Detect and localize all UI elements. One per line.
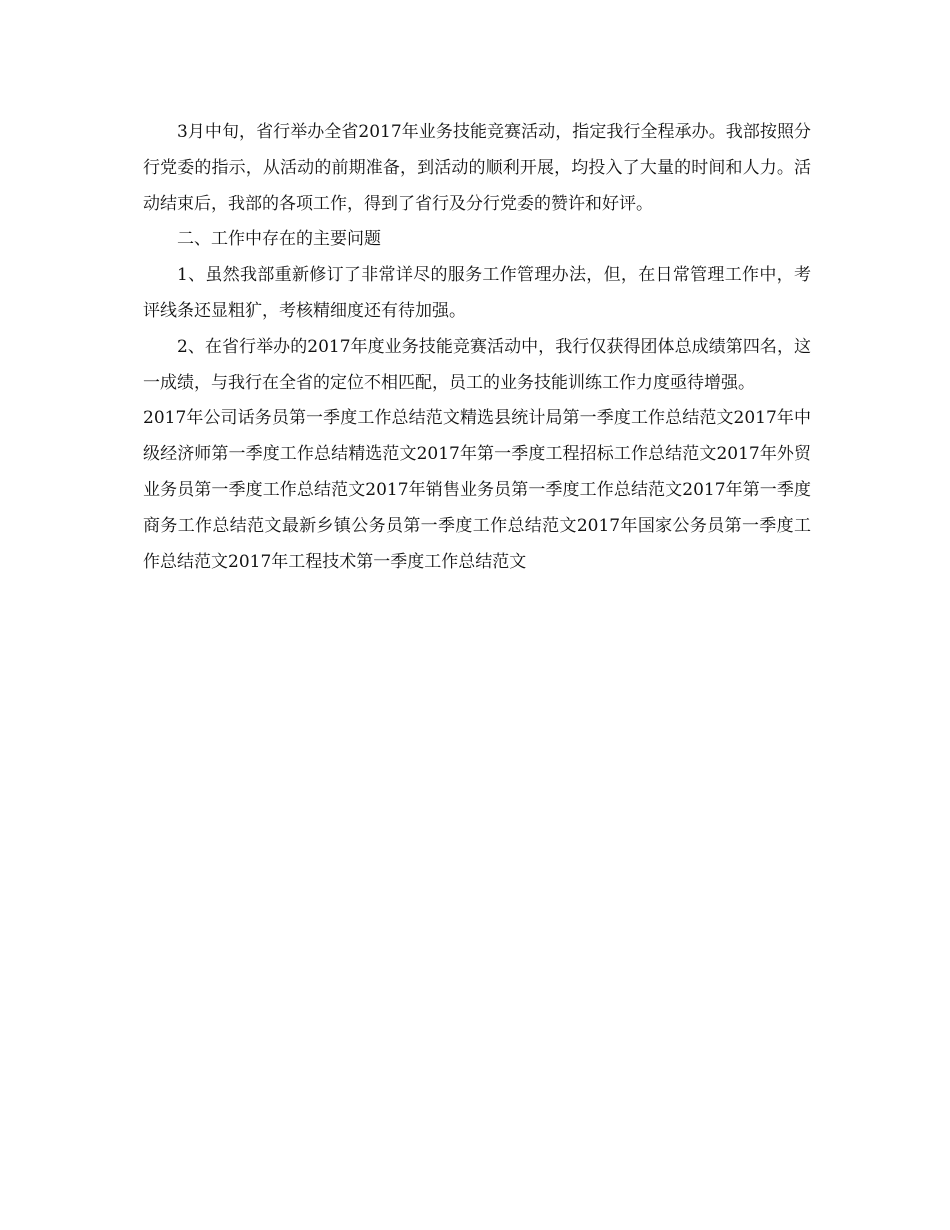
related-link[interactable]: 精选县统计局第一季度工作总结范文 — [459, 408, 734, 429]
related-link[interactable]: 最新乡镇公务员第一季度工作总结范文 — [281, 515, 577, 536]
document-body — [143, 115, 811, 580]
paragraph-competition: 3月中旬，省行举办全省2017年业务技能竞赛活动，指定我行全程承办。我部按照分行党委的指示，从活动的前期准备，到活动的顺利开展，均投入了大量的时间和人力。活动结束后，我部的各项工作，得到了省行及分行党委的赞许和好评。 — [143, 122, 811, 214]
related-link[interactable]: 2017年外贸业务员第一季度工作总结范文 — [143, 444, 812, 500]
paragraph-problem-2: 2、在省行举办的2017年度业务技能竞赛活动中，我行仅获得团体总成绩第四名，这一成绩，与我行在全省的定位不相匹配，员工的业务技能训练工作力度亟待增强。 — [143, 336, 811, 393]
related-articles — [143, 401, 811, 580]
paragraph-problem-1: 1、虽然我部重新修订了非常详尽的服务工作管理办法，但，在日常管理工作中，考评线条还显粗犷，考核精细度还有待加强。 — [143, 265, 811, 321]
related-link[interactable]: 2017年中级经济师第一季度工作总结精选范文 — [143, 408, 812, 465]
section-heading-problems: 二、工作中存在的主要问题 — [177, 229, 381, 250]
related-link[interactable]: 2017年国家公务员第一季度工作总结范文 — [143, 515, 812, 572]
related-link[interactable]: 2017年第一季度工程招标工作总结范文 — [416, 444, 717, 465]
related-link[interactable]: 2017年第一季度商务工作总结范文 — [143, 479, 812, 536]
related-link[interactable]: 2017年销售业务员第一季度工作总结范文 — [365, 479, 683, 500]
related-link[interactable]: 2017年公司话务员第一季度工作总结范文 — [143, 408, 460, 429]
related-link[interactable]: 2017年工程技术第一季度工作总结范文 — [228, 551, 527, 572]
